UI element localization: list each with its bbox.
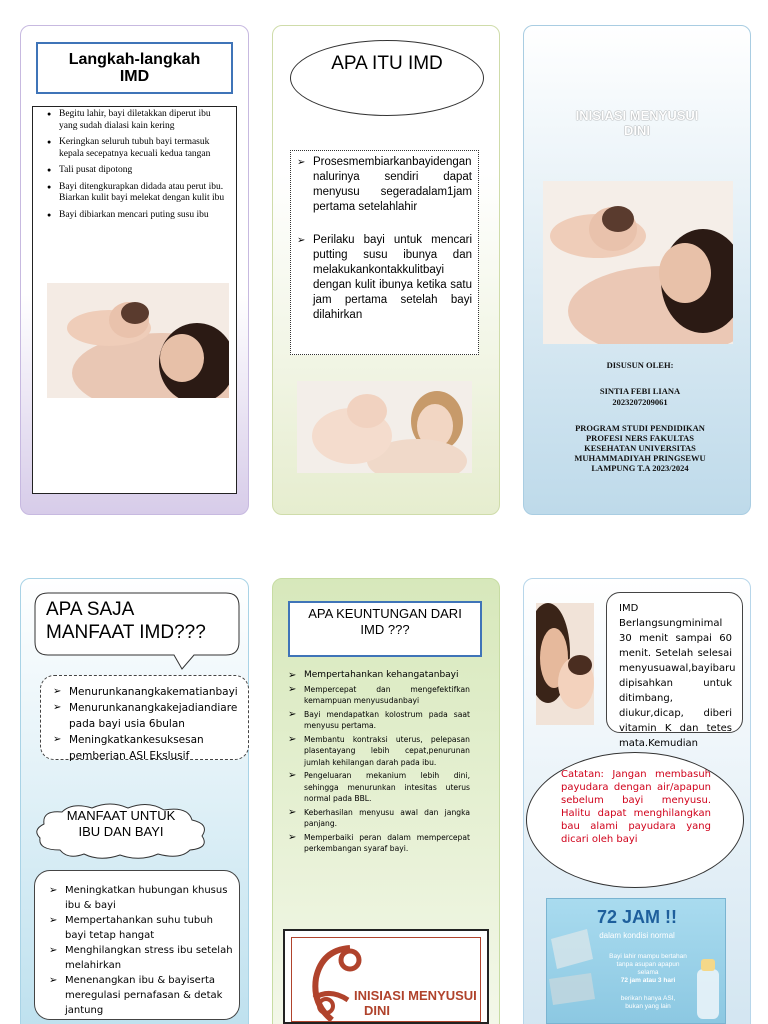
- imd-duration-text: IMD Berlangsungminimal 30 menit sampai 60 menit. Setelah selesai menyusuawal,bayibaru dipisahkan untuk ditimbang, diukur,dicap, diberi vitamin K dan tetes mata.Kemudian: [619, 603, 736, 749]
- list-item: ● Bayi dibiarkan mencari puting susu ibu: [49, 210, 230, 222]
- infant-benefits-list: [53, 684, 242, 764]
- list-item: ● Begitu lahir, bayi diletakkan diperut ibu yang sudah dialasi kain kering: [49, 109, 230, 132]
- mother-baby-photo: [47, 283, 229, 398]
- cover-title: INISIASI MENYUSUI DINI: [575, 108, 699, 138]
- list-item: ➢ Menurunkanangkakejadiandiare pada bayi usia 6bulan: [53, 700, 242, 732]
- list-item: ➢ Keberhasilan menyusu awal dan jangka panjang.: [288, 807, 470, 830]
- author-name: SINTIA FEBI LIANA: [599, 386, 681, 396]
- steps-title: Langkah-langkah IMD: [36, 42, 233, 94]
- mother-baby-portrait: [536, 603, 594, 725]
- poster-body: Bayi lahir mampu bertahan tanpa asupan apapun selama 72 jam atau 3 hari: [609, 953, 687, 984]
- imd-logo-box: [283, 929, 489, 1024]
- steps-list: [33, 107, 236, 221]
- note-bubble: [526, 752, 744, 888]
- list-item: ➢ Mempertahankan suhu tubuh bayi tetap hangat: [49, 913, 233, 943]
- mother-baby-benefits-box: [34, 870, 240, 1020]
- list-item: ● Bayi ditengkurapkan didada atau perut ibu. Biarkan kulit bayi melekat dengan kulit ibu: [49, 182, 230, 205]
- definition-box: [290, 150, 479, 355]
- list-item: ➢ Prosesmembiarkanbayidengan nalurinya sendiri dapat menyusu segeradalam1jam pertama setelahlahir: [297, 155, 472, 215]
- prepared-by-label: DISUSUN OLEH:: [606, 360, 674, 370]
- definition-list: [297, 155, 472, 323]
- list-item: ➢ Memperbaiki peran dalam mempercepat perkembangan syaraf bayi.: [288, 832, 470, 855]
- list-item: ➢ Meningkatkankesuksesan pemberian ASI Ekslusif: [53, 732, 242, 764]
- imd-duration-box: [606, 592, 743, 749]
- benefits-title: APA SAJA: [46, 599, 135, 620]
- program-info: PROGRAM STUDI PENDIDIKAN PROFESI NERS FAKULTAS KESEHATAN UNIVERSITAS MUHAMMADIYAH PRINGSEWU LAMPUNG T.A 2023/2024: [574, 423, 706, 473]
- poster-title: 72 JAM !!: [596, 907, 677, 927]
- baby-bottle-icon: [547, 899, 726, 1024]
- list-item: ➢ Meningkatkan hubungan khusus ibu & bayi: [49, 883, 233, 913]
- advantages-list: [288, 670, 470, 857]
- author-id: 2023207209061: [612, 397, 668, 407]
- advantages-title: APA KEUNTUNGAN DARI IMD ???: [288, 601, 482, 657]
- list-item: ➢ Menghilangkan stress ibu setelah melahirkan: [49, 943, 233, 973]
- poster-footer: berikan hanya ASI, bukan yang lain: [620, 995, 676, 1010]
- list-item: ➢ Mempercepat dan mengefektifkan kemampuan menyusudanbayi: [288, 684, 470, 707]
- logo-title: INISIASI MENYUSUI: [354, 988, 477, 1003]
- poster-subtitle: dalam kondisi normal: [599, 931, 675, 940]
- note-text: Catatan: Jangan membasuh payudara dengan air/apapun sebelum bayi menyusu. Halitu dapat menghilangkan bau alami payudara yang dicari oleh bayi: [561, 769, 711, 845]
- list-item: ➢ Membantu kontraksi uterus, pelepasan plasentayang lebih cepat,penurunan jumlah kehilangan darah pada ibu.: [288, 734, 470, 769]
- mother-baby-photo-2: [297, 381, 472, 473]
- list-item: ● Keringkan seluruh tubuh bayi termasuk kepala secepatnya kecuali kedua tangan: [49, 137, 230, 160]
- list-item: ● Tali pusat dipotong: [49, 165, 230, 177]
- list-item: ➢ Mempertahankan kehangatanbayi: [288, 670, 470, 682]
- list-item: ➢ Perilaku bayi untuk mencari putting susu ibunya dan melakukankontakkulitbayi dengan kulit ibunya ketika satu jam pertama setelah bayi dilahirkan: [297, 233, 472, 323]
- list-item: ➢ Menurunkanangkakematianbayi: [53, 684, 242, 700]
- list-item: ➢ Bayi mendapatkan kolostrum pada saat menyusu pertama.: [288, 709, 470, 732]
- mother-baby-benefits-list: [49, 883, 233, 1018]
- cover-photo: [543, 181, 733, 344]
- list-item: ➢ Pengeluaran mekanium lebih dini, sehingga menurunkan intesitas uterus normal pada BBL.: [288, 770, 470, 805]
- benefits-speech-bubble: APA SAJA MANFAAT IMD???: [34, 592, 240, 656]
- 72-hours-poster: [546, 898, 726, 1024]
- what-is-imd-title: APA ITU IMD: [331, 53, 443, 74]
- mother-baby-cloud: MANFAAT UNTUK IBU DAN BAYI: [30, 800, 212, 862]
- list-item: ➢ Menenangkan ibu & bayiserta meregulasi pernafasan & detak jantung: [49, 973, 233, 1018]
- what-is-imd-bubble: [290, 40, 484, 116]
- imd-logo: INISIASI MENYUSUI DINI: [291, 937, 481, 1022]
- mother-baby-title: MANFAAT UNTUK: [66, 808, 176, 823]
- infant-benefits-box: [40, 675, 249, 760]
